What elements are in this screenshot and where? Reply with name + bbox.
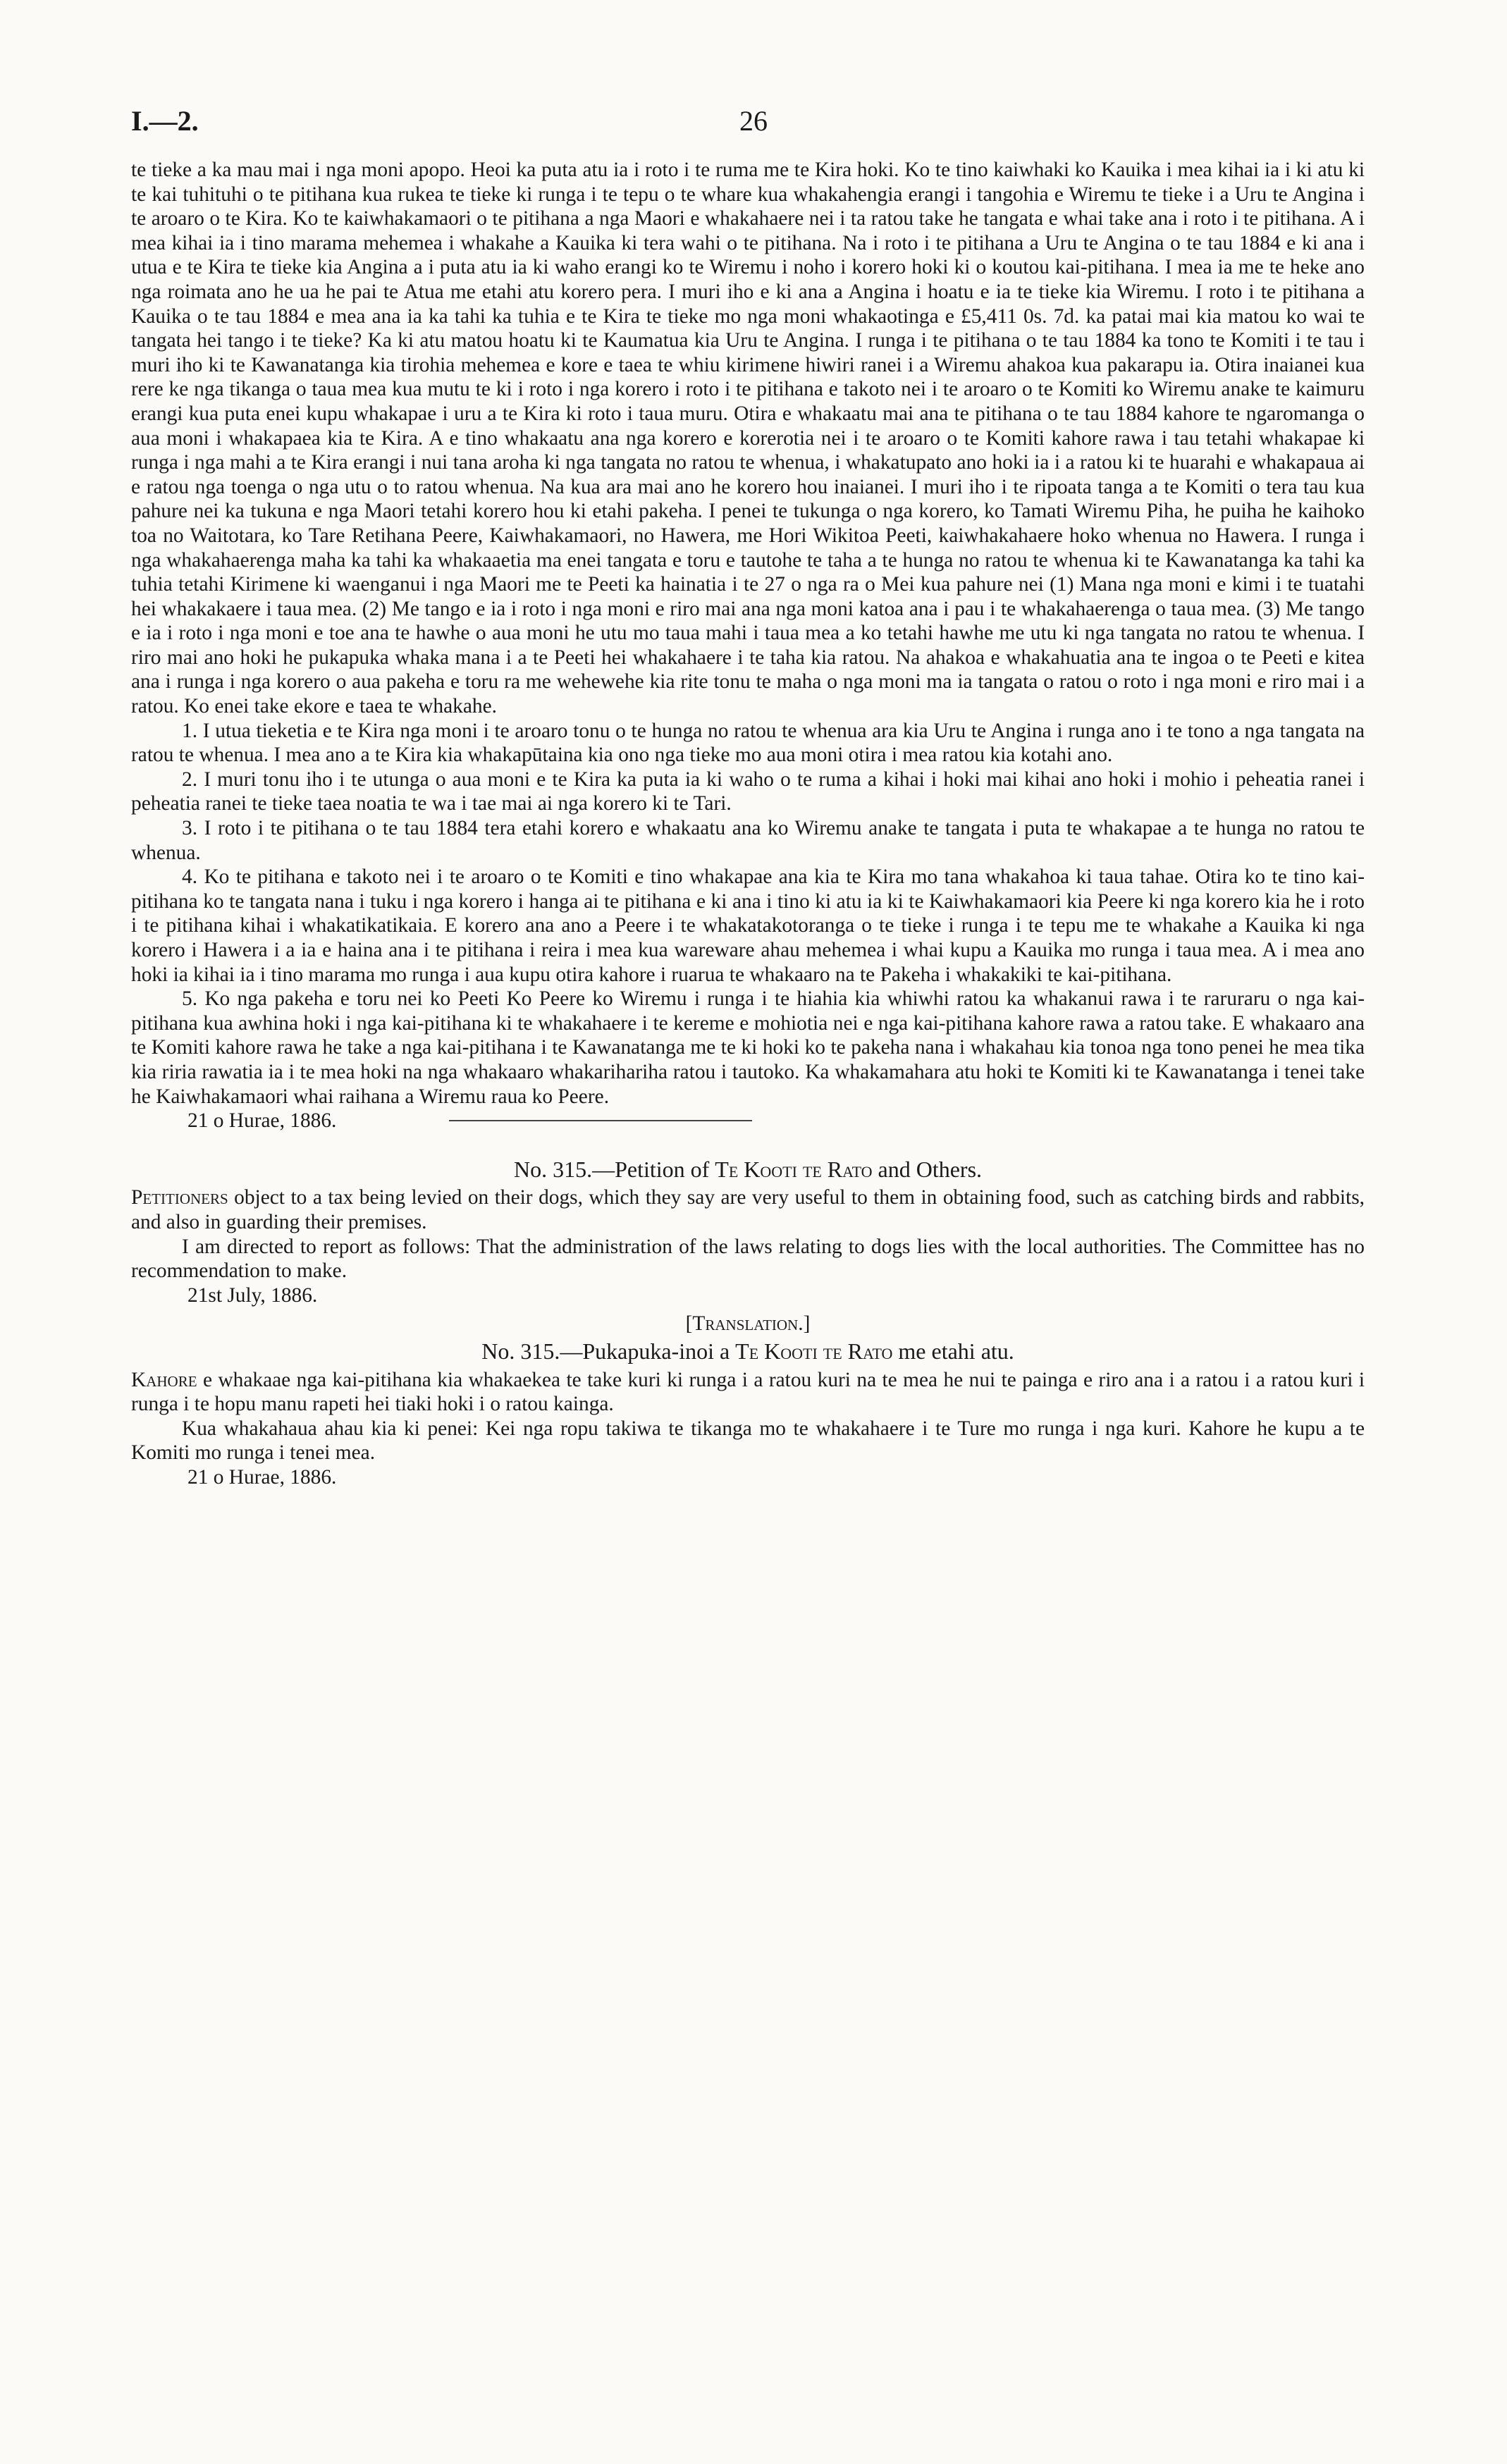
numbered-point-4: 4. Ko te pitihana e takoto nei i te aroaro o te Komiti e tino whakapae ana kia te Kira mo tana whakahoa ki taua tahae. Otira ko te tino kai-pitihana ko te tangata nana i tuku i nga korero i hanga ai te pitihana e ki ana i tino ki atu ia ki te Kaiwhakamaori kia Peere ki nga korero kia he i roto i te pitihana kihai i whakatikatikaia. E korero ana ano a Peere i te whakatakotoranga o te tieke i runga i te tepu me te whakahe a Kauika ki nga korero i Hawera i a ia e haina ana i te pitihana i reira i mea kua wareware ahau mehemea i whai kupu a Kauika mo runga i taua mea. A i mea ano hoki ia kihai ia i tino marama mo runga i aua kupu otira kahore i ruarua te whakaaro na te Pakeha i whakakiki te kai-pitihana. <box>131 866 1365 986</box>
petition-315-summary: Petitioners object to a tax being levied on their dogs, which they say are very useful to them in obtaining food, such as catching birds and rabbits, and also in guarding their premises. <box>131 1186 1365 1233</box>
petition-315-title: No. 315.—Petition of Te Kooti te Rato and Others. <box>513 1156 983 1182</box>
petitioner-name: Te Kooti te Rato <box>715 1156 873 1182</box>
page-number: 26 <box>739 105 768 137</box>
page-header <box>131 104 1376 147</box>
petition-315-maori-summary: Kahore e whakaae nga kai-pitihana kia whakaekea te take kuri ki runga i a ratou kuri na te mea he nui te painga e riro ana i a ratou i a ratou kuri i runga i te hopu manu rapeti hei tiaki hoki i o ratou kainga. <box>131 1368 1365 1416</box>
petition-315-maori-title: No. 315.—Pukapuka-inoi a Te Kooti te Rato me etahi atu. <box>481 1338 1014 1364</box>
signature-line <box>131 1109 1365 1133</box>
page-body <box>131 158 1365 1489</box>
maori-report-paragraph: te tieke a ka mau mai i nga moni apopo. Heoi ka puta atu ia i roto i te ruma me te Kira hoki. Ko te tino kaiwhaki ko Kauika i mea kihai ia i ki atu ki te kai tuhituhi o te pitihana kua rukea te tieke ki runga i te tepu o te whare kua whakahengia erangi i tangohia e Wiremu te tieke i a Uru te Angina i te aroaro o te Kira. Ko te kaiwhakamaori o te pitihana a nga Maori e whakahaere nei i ta ratou take he tangata e whai take ana i roto i te pitihana. A i mea kihai ia i tino marama mehemea i whakahe a Kauika ki tera wahi o te pitihana. Na i roto i te pitihana a Uru te Angina o te tau 1884 e ki ana i utua e te Kira te tieke kia Angina a i puta atu ia ki waho erangi ko te Wiremu i noho i korero hoki ki o koutou kai-pitihana. I mea ia me te heke ano nga roimata ano he ua he pai te Atua me etahi atu korero pera. I muri iho e ki ana a Angina i hoatu e ia te tieke kia Wiremu. I roto i te pitihana a Kauika o te tau 1884 e mea ana ia ka tahi ka tuhia e te Kira te tieke mo nga moni whakaotinga e £5,411 0s. 7d. ka patai mai kia matou ko wai te tangata hei tango i te tieke? Ka ki atu matou hoatu ki te Kaumatua kia Uru te Angina. I runga i te pitihana o te tau 1884 ka tono te Komiti i te tau i muri iho ki te Kawanatanga kia tirohia mehemea e kore e taea te whiu kirimene hiwiri ranei i a Wiremu ahakoa kua pakarapu ia. Otira inaianei kua rere ke nga tikanga o taua mea kua mutu te ki i roto i nga korero i roto i te pitihana e takoto nei i te aroaro o te Komiti ko Wiremu anake te kaimuru erangi kua puta enei kupu whakapae i uru a te Kira ki roto i taua muru. Otira e whakaatu mai ana te pitihana o te tau 1884 kahore te ngaromanga o aua moni i whakapaea kia te Kira. A e tino whakaatu ana nga korero e korerotia nei i te aroaro o te Komiti kahore rawa i tau tetahi whakapae ki runga i nga mahi a te Kira erangi i nui tana aroha ki nga tangata no ratou te whenua, i whakatupato ano hoki ia i a ratou ki te huarahi e whakapaua ai e ratou nga toenga o nga utu o to ratou whenua. Na kua ara mai ano he korero hou inaianei. I muri iho i te ripoata tanga a te Komiti o tera tau kua pahure nei ka tukuna e nga Maori tetahi korero hou ki etahi pakeha. I penei te tukunga o nga korero, ko Tamati Wiremu Piha, he puiha he kaihoko toa no Waitotara, ko Tare Retihana Peere, Kaiwhakamaori, no Hawera, me Hori Wikitoa Peeti, kaiwhakahaere hoko whenua no Hawera. I runga i nga whakahaerenga maha ka tahi ka whakaaetia ma enei tangata e toru e tautohe te taha a te hunga no ratou te whenua ki te Kawanatanga ka tahi ka tuhia tetahi Kirimene ki waenganui i nga Maori me te Peeti ka hainatia i te 27 o nga ra o Mei kua pahure nei (1) Mana nga moni e kimi i te tuatahi hei whakakaere i taua mea. (2) Me tango e ia i roto i nga moni e riro mai ana nga moni katoa ana i pau i te whakahaerenga o taua mea. (3) Me tango e ia i roto i nga moni e toe ana te hawhe o aua moni he utu mo taua mahi i taua mea a ko tetahi hawhe me utu ki nga tangata no ratou te whenua. I riro mai ano hoki he pukapuka whaka mana i a te Peeti hei whakahaere i te taha kia ratou. Na ahakoa e whakahuatia ana te ingoa o te Peeti e kitea ana i runga i nga korero o aua pakeha e toru ra me wehewehe kia rite tonu te maha o nga moni ma ia tangata o ratou o roto i nga moni e riro mai i a ratou. Ko enei take ekore e taea te whakahe. <box>131 159 1365 718</box>
petition-315-report: I am directed to report as follows: That the administration of the laws relating to dogs lies with the local authorities. The Committee has no recommendation to make. <box>131 1235 1365 1283</box>
numbered-point-5: 5. Ko nga pakeha e toru nei ko Peeti Ko Peere ko Wiremu i runga i te hiahia kia whiwhi ratou ka whakanui rawa i te raruraru o nga kai-pitihana kua awhina hoki i nga kai-pitihana ki te whakahaere i te kereme e mohiotia nei e nga kai-pitihana kahore rawa a ratou take. E whakaaro ana te Komiti kahore rawa he take a nga kai-pitihana i te Kawanatanga me te ki hoki ko te pakeha nana i whakahau kia tonoa nga tono penei he mea tika kia riria rawatia ia i te mea hoki na nga whakaaro whakarihariha ratou i tautoko. Ka whakamahara atu hoki te Komiti ki te Kawanatanga i tenei take he Kaiwhakamaori whai raihana a Wiremu raua ko Peere. <box>131 987 1365 1108</box>
section-divider <box>449 1120 752 1121</box>
paper-reference: I.—2. <box>131 105 199 137</box>
petition-315-date: 21st July, 1886. <box>187 1283 318 1307</box>
report-date: 21 o Hurae, 1886. <box>187 1109 337 1133</box>
numbered-point-1: 1. I utua tieketia e te Kira nga moni i te aroaro tonu o te hunga no ratou te whenua ara kia Uru te Angina i runga ano i te tono a nga tangata na ratou te whenua. I mea ano a te Kira kia whakapūtaina kia ono nga tieke mo aua moni otira i mea ratou kia kotahi ano. <box>131 719 1365 767</box>
translation-label: [Translation.] <box>685 1312 811 1336</box>
petition-315-maori-report: Kua whakahaua ahau kia ki penei: Kei nga ropu takiwa te tikanga mo te whakahaere i te Ture mo runga i nga kuri. Kahore he kupu a te Komiti mo runga i tenei mea. <box>131 1417 1365 1465</box>
numbered-point-3: 3. I roto i te pitihana o te tau 1884 tera etahi korero e whakaatu ana ko Wiremu anake te tangata i puta te whakapae a te hunga no ratou te whenua. <box>131 817 1365 864</box>
petition-315-maori-date: 21 o Hurae, 1886. <box>187 1465 337 1489</box>
numbered-point-2: 2. I muri tonu iho i te utunga o aua moni e te Kira ka puta ia ki waho o te ruma a kihai i hoki mai kihai ano hoki i mohio i peheatia ranei i peheatia ranei te tieke taea noatia te wa i tae mai ai nga korero ki te Tari. <box>131 768 1365 815</box>
